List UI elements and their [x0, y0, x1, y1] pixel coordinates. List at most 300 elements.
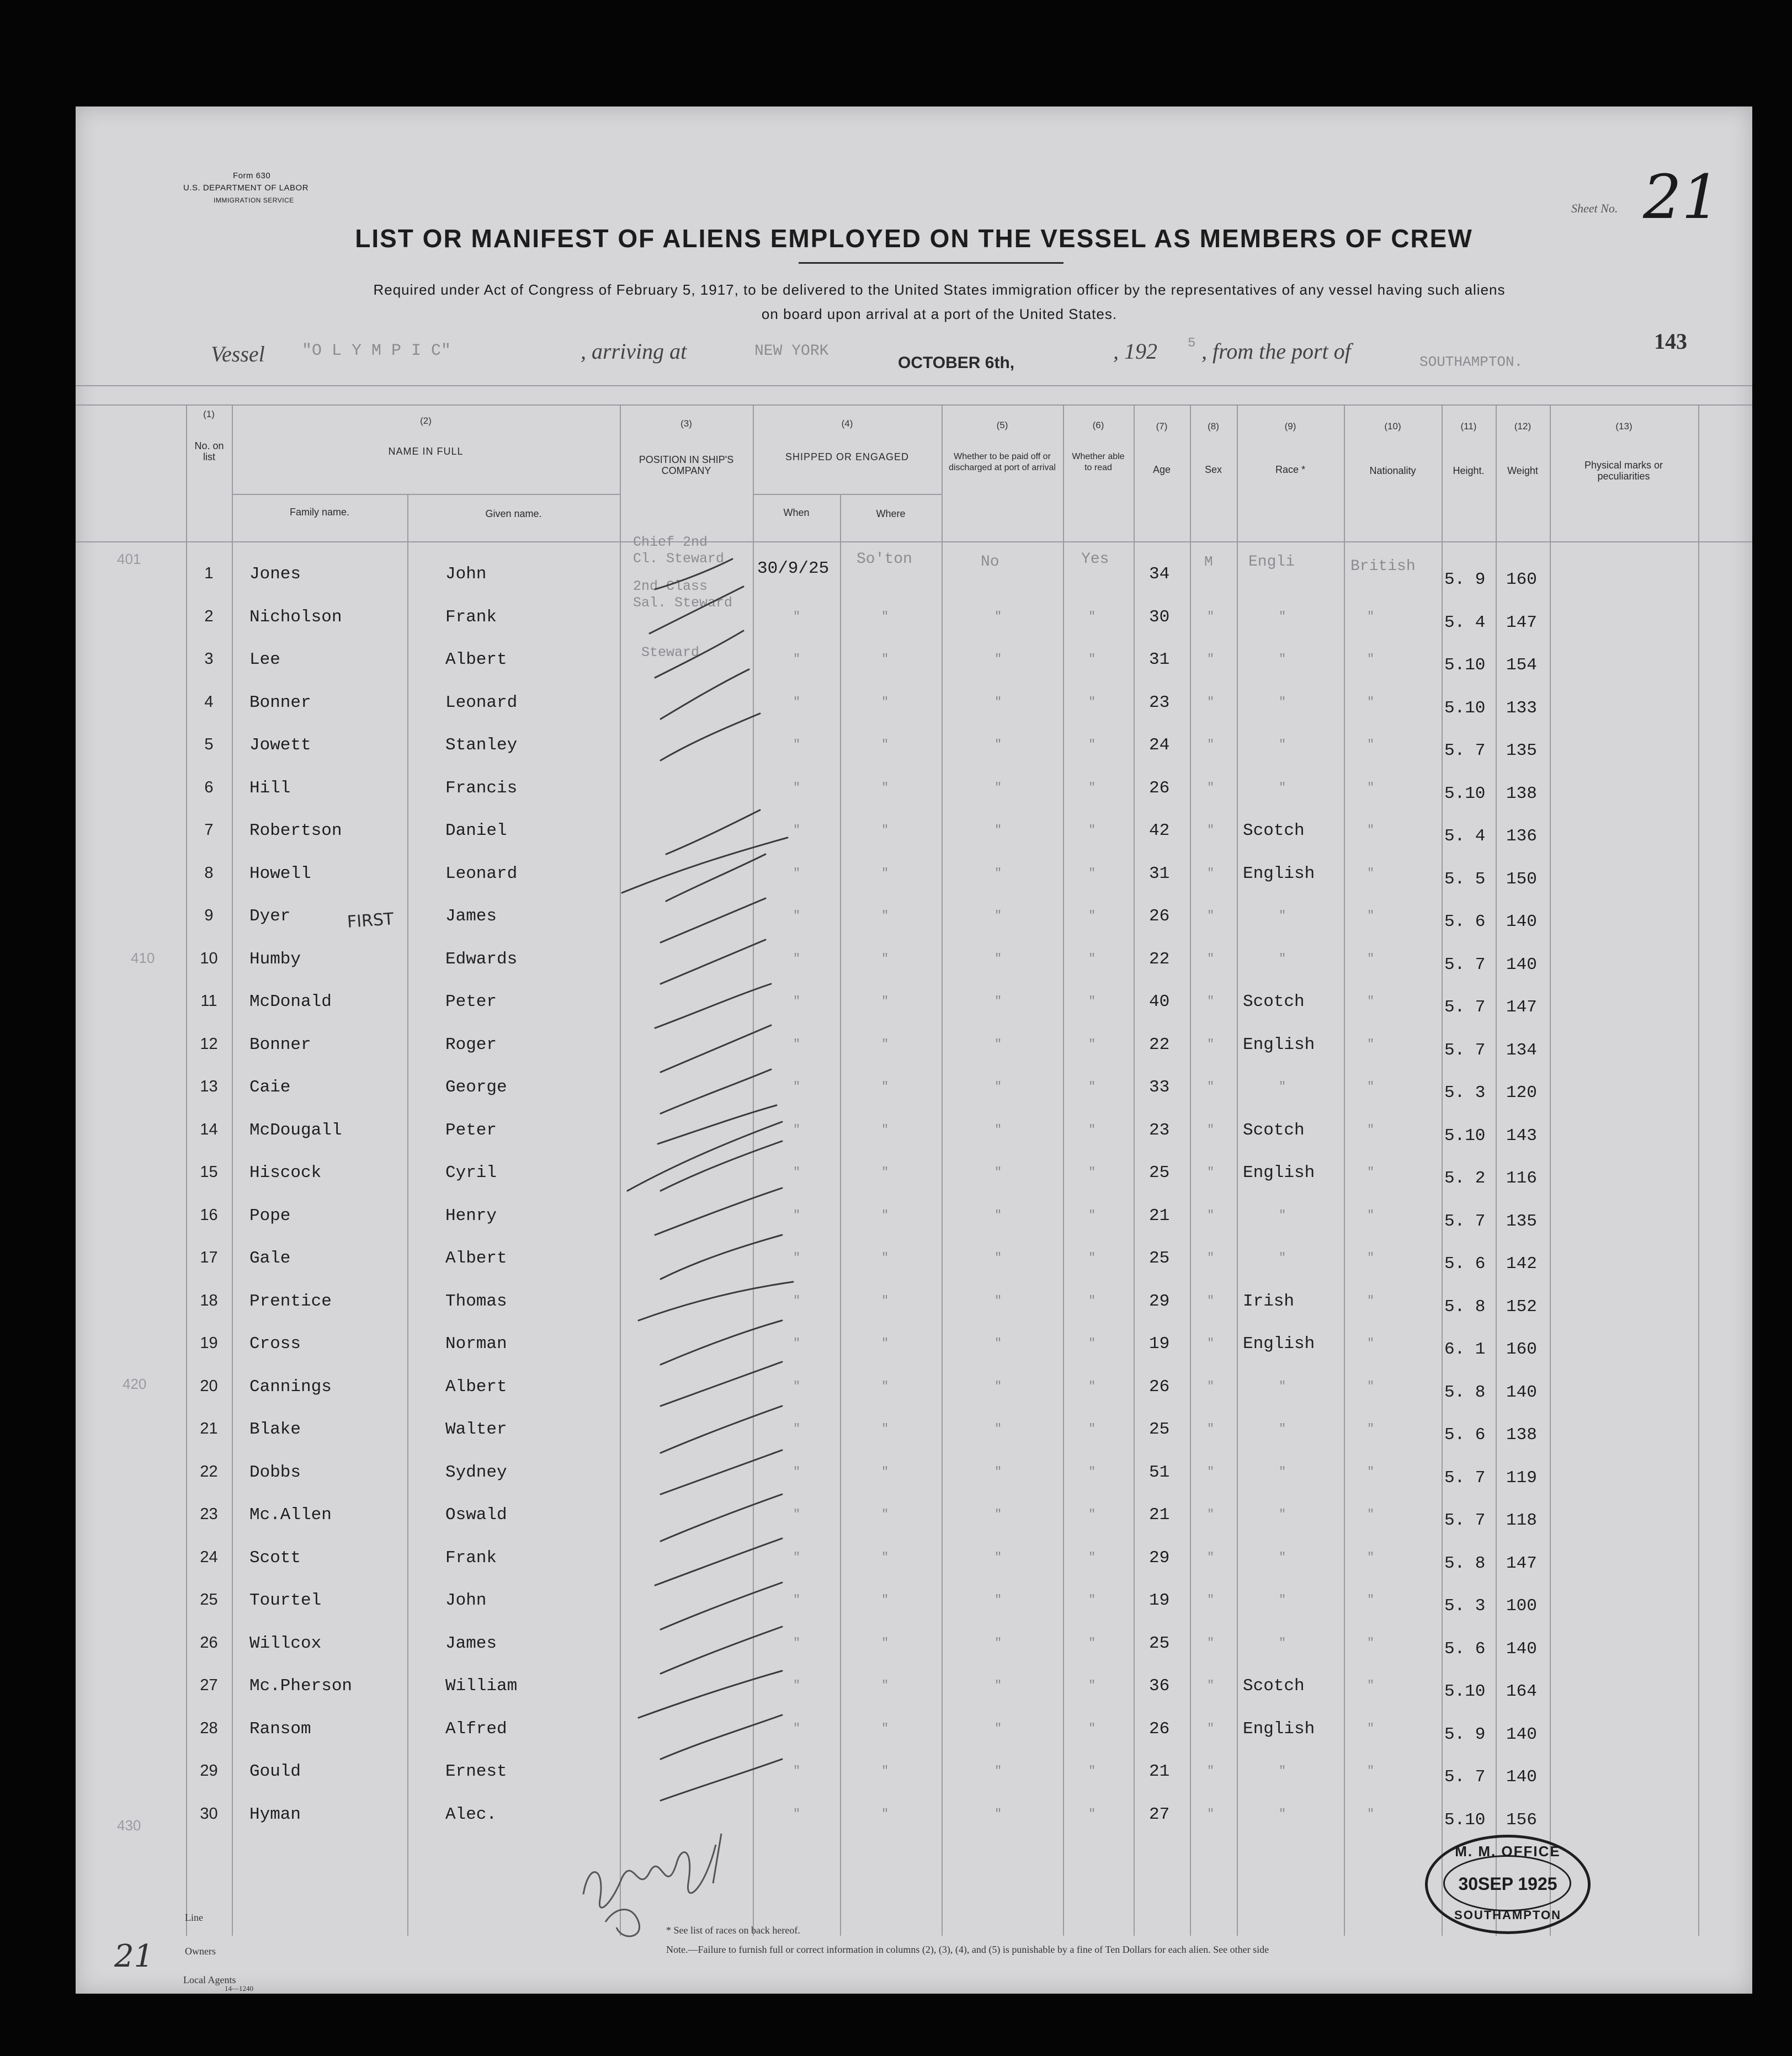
ditto-mark: "	[793, 1037, 801, 1051]
ditto-mark: "	[1207, 994, 1215, 1008]
cell-age: 34	[1149, 564, 1170, 584]
ditto-mark: "	[881, 781, 889, 795]
cell-age: 36	[1149, 1676, 1170, 1696]
ditto-mark: "	[1367, 1123, 1375, 1137]
ditto-mark: "	[1279, 738, 1286, 752]
cell-weight: 135	[1506, 741, 1537, 760]
cell-height: 5. 6	[1444, 1425, 1486, 1445]
cell-weight: 156	[1506, 1810, 1537, 1830]
ditto-mark: "	[793, 1294, 801, 1308]
manifest-title: LIST OR MANIFEST OF ALIENS EMPLOYED ON THE VESSEL AS MEMBERS OF CREW	[355, 224, 1473, 253]
ditto-mark: "	[881, 994, 889, 1008]
cell-weight: 160	[1506, 570, 1537, 589]
cell-age: 23	[1149, 693, 1170, 712]
cell-family: Nicholson	[249, 608, 342, 627]
cell-no: 4	[204, 693, 214, 711]
cell-weight: 120	[1506, 1083, 1537, 1102]
ditto-mark: "	[1367, 1636, 1375, 1650]
ditto-mark: "	[995, 994, 1002, 1008]
sex-row1: M	[1204, 553, 1213, 570]
cell-given: Norman	[445, 1334, 507, 1354]
cell-age: 40	[1149, 992, 1170, 1011]
cell-weight: 154	[1506, 656, 1537, 675]
cell-no: 16	[200, 1206, 218, 1224]
ditto-mark: "	[1367, 909, 1375, 923]
ditto-mark: "	[881, 1593, 889, 1607]
cell-height: 5. 8	[1444, 1554, 1486, 1573]
col-divider	[1344, 404, 1345, 1936]
cell-family: Mc.Pherson	[249, 1676, 353, 1696]
cell-weight: 140	[1506, 1639, 1537, 1659]
col-num-7: (7)	[1156, 421, 1168, 432]
ditto-mark: "	[1088, 610, 1096, 624]
col-num-5: (5)	[996, 420, 1008, 430]
col-divider	[942, 404, 943, 1936]
ditto-mark: "	[793, 823, 801, 837]
cell-no: 17	[200, 1249, 218, 1266]
ditto-mark: "	[995, 823, 1002, 837]
ditto-mark: "	[1367, 781, 1375, 795]
cell-height: 5. 5	[1444, 870, 1486, 889]
ditto-mark: "	[1367, 1679, 1375, 1692]
ditto-mark: "	[793, 1593, 801, 1607]
col-divider	[1063, 404, 1064, 1936]
cell-no: 12	[200, 1035, 218, 1053]
cell-weight: 119	[1506, 1468, 1537, 1488]
cell-weight: 136	[1506, 827, 1537, 846]
ditto-mark: "	[1207, 1764, 1215, 1778]
ditto-mark: "	[1207, 1465, 1215, 1479]
ditto-mark: "	[995, 1294, 1002, 1308]
col-num-13: (13)	[1615, 421, 1633, 432]
stamp-date: 30SEP 1925	[1458, 1874, 1557, 1894]
from-port: SOUTHAMPTON.	[1419, 354, 1523, 370]
cell-age: 22	[1149, 950, 1170, 969]
ditto-mark: "	[1207, 1294, 1215, 1308]
ditto-mark: "	[881, 1037, 889, 1051]
ditto-mark: "	[1088, 909, 1096, 923]
ditto-mark: "	[793, 994, 801, 1008]
ditto-mark: "	[995, 1123, 1002, 1137]
ditto-mark: "	[881, 1294, 889, 1308]
year-prefix: , 192	[1113, 339, 1157, 364]
ditto-mark: "	[1207, 610, 1215, 624]
cell-given: Albert	[445, 650, 507, 669]
cell-age: 22	[1149, 1035, 1170, 1054]
ditto-mark: "	[1207, 1679, 1215, 1692]
ditto-mark: "	[1279, 652, 1286, 666]
ditto-mark: "	[881, 823, 889, 837]
cell-given: Edwards	[445, 950, 518, 969]
arriving-label: , arriving at	[581, 339, 687, 364]
subtitle-line-2: on board upon arrival at a port of the United States.	[761, 306, 1118, 322]
ditto-mark: "	[1088, 1508, 1096, 1521]
col-divider	[1134, 404, 1135, 1936]
ditto-mark: "	[881, 610, 889, 624]
ditto-mark: "	[793, 1251, 801, 1265]
cell-age: 33	[1149, 1078, 1170, 1097]
margin-number: 420	[123, 1376, 147, 1392]
header-sex: Sex	[1204, 464, 1222, 475]
cell-given: John	[445, 564, 487, 584]
cell-height: 5. 7	[1444, 1511, 1486, 1530]
ditto-mark: "	[793, 1422, 801, 1436]
ditto-mark: "	[793, 738, 801, 752]
cell-height: 5. 2	[1444, 1169, 1486, 1188]
cell-family: Jones	[249, 564, 301, 584]
cell-age: 19	[1149, 1334, 1170, 1354]
position-row3: Steward	[641, 645, 700, 661]
paid-off-row1: No	[981, 553, 999, 571]
ditto-mark: "	[1207, 1037, 1215, 1051]
ditto-mark: "	[881, 1080, 889, 1094]
ditto-mark: "	[793, 1336, 801, 1350]
cell-family: Hiscock	[249, 1163, 322, 1183]
ditto-mark: "	[1088, 1593, 1096, 1607]
handwritten-signature	[572, 1812, 749, 1944]
form-header	[183, 170, 309, 206]
ditto-mark: "	[1207, 866, 1215, 880]
col-divider	[1496, 404, 1497, 1936]
cell-weight: 118	[1506, 1511, 1537, 1530]
ditto-mark: "	[1279, 1208, 1286, 1222]
cell-no: 27	[200, 1676, 218, 1694]
shipped-where-row1: So'ton	[857, 551, 912, 568]
ditto-mark: "	[995, 1807, 1002, 1821]
ditto-mark: "	[793, 1379, 801, 1393]
ditto-mark: "	[995, 1551, 1002, 1564]
col-num-2: (2)	[420, 416, 432, 426]
name-subheader-rule	[232, 494, 620, 495]
cell-weight: 147	[1506, 613, 1537, 632]
ditto-mark: "	[881, 1465, 889, 1479]
position-row2-line2: Sal. Steward	[633, 595, 733, 611]
cell-height: 5.10	[1444, 656, 1486, 675]
col-divider	[1190, 404, 1191, 1936]
position-row1-line2: Cl. Steward	[633, 551, 725, 567]
ditto-mark: "	[1088, 1165, 1096, 1179]
col-divider	[1698, 404, 1699, 1936]
ditto-mark: "	[881, 695, 889, 709]
ditto-mark: "	[995, 866, 1002, 880]
cell-no: 2	[204, 608, 214, 625]
cell-family: Tourtel	[249, 1591, 322, 1610]
ditto-mark: "	[1367, 1508, 1375, 1521]
cell-weight: 140	[1506, 1383, 1537, 1402]
margin-number: 430	[117, 1817, 141, 1834]
ditto-mark: "	[1279, 1465, 1286, 1479]
cell-given: Peter	[445, 1121, 497, 1140]
cell-weight: 142	[1506, 1254, 1537, 1274]
ditto-mark: "	[995, 1722, 1002, 1735]
ditto-mark: "	[1367, 1165, 1375, 1179]
cell-family: Willcox	[249, 1634, 322, 1653]
cell-weight: 133	[1506, 699, 1537, 718]
sheet-label: Sheet No.	[1571, 201, 1618, 215]
ditto-mark: "	[1367, 1336, 1375, 1350]
cell-family: Robertson	[249, 821, 342, 840]
cell-no: 23	[200, 1505, 218, 1523]
ditto-mark: "	[1088, 1722, 1096, 1735]
ditto-mark: "	[1279, 1251, 1286, 1265]
ditto-mark: "	[881, 1636, 889, 1650]
cell-race: Scotch	[1243, 821, 1305, 840]
position-row2-line1: 2nd Class	[633, 578, 708, 594]
cell-no: 5	[204, 736, 214, 753]
cell-age: 25	[1149, 1163, 1170, 1183]
ditto-mark: "	[1207, 1080, 1215, 1094]
cell-family: McDougall	[249, 1121, 342, 1140]
cell-weight: 134	[1506, 1041, 1537, 1060]
cell-given: Francis	[445, 779, 518, 798]
ditto-mark: "	[881, 1679, 889, 1692]
cell-family: Humby	[249, 950, 301, 969]
ditto-mark: "	[881, 1379, 889, 1393]
cell-race: Irish	[1243, 1292, 1295, 1311]
cell-given: Oswald	[445, 1505, 507, 1525]
cell-height: 5. 7	[1444, 955, 1486, 974]
cell-age: 26	[1149, 779, 1170, 798]
cell-no: 6	[204, 779, 214, 796]
ditto-mark: "	[1088, 1636, 1096, 1650]
ditto-mark: "	[793, 1722, 801, 1735]
page-number: 143	[1654, 329, 1687, 354]
shipped-when-row1: 30/9/25	[757, 559, 829, 578]
header-family-name: Family name.	[289, 507, 350, 518]
handwritten-first-note: FIRST	[346, 909, 395, 932]
ditto-mark: "	[995, 1165, 1002, 1179]
cell-race: English	[1243, 864, 1315, 883]
ditto-mark: "	[881, 866, 889, 880]
cell-age: 31	[1149, 864, 1170, 883]
ditto-mark: "	[1207, 1422, 1215, 1436]
ditto-mark: "	[881, 1508, 889, 1521]
cell-given: Albert	[445, 1377, 507, 1397]
ditto-mark: "	[881, 1165, 889, 1179]
ditto-mark: "	[995, 738, 1002, 752]
ditto-mark: "	[793, 1551, 801, 1564]
cell-height: 5.10	[1444, 699, 1486, 718]
cell-given: Walter	[445, 1420, 507, 1439]
cell-given: Leonard	[445, 864, 518, 883]
cell-no: 10	[200, 950, 218, 967]
ditto-mark: "	[881, 1422, 889, 1436]
ditto-mark: "	[793, 1679, 801, 1692]
cell-family: Pope	[249, 1206, 291, 1226]
position-row1-line1: Chief 2nd	[633, 534, 708, 550]
cell-no: 13	[200, 1078, 218, 1095]
ditto-mark: "	[1207, 1165, 1215, 1179]
cell-weight: 100	[1506, 1596, 1537, 1616]
cell-given: Leonard	[445, 693, 518, 712]
ditto-mark: "	[793, 1465, 801, 1479]
ditto-mark: "	[995, 1208, 1002, 1222]
cell-family: Scott	[249, 1548, 301, 1568]
cell-family: Hyman	[249, 1805, 301, 1824]
cell-height: 5. 7	[1444, 1468, 1486, 1488]
cell-height: 5. 3	[1444, 1083, 1486, 1102]
ditto-mark: "	[1088, 781, 1096, 795]
cell-weight: 164	[1506, 1682, 1537, 1701]
cell-height: 5.10	[1444, 1682, 1486, 1701]
ditto-mark: "	[1367, 1294, 1375, 1308]
cell-no: 18	[200, 1292, 218, 1309]
cell-no: 28	[200, 1719, 218, 1737]
ditto-mark: "	[1207, 652, 1215, 666]
cell-family: Hill	[249, 779, 291, 798]
cell-family: Gould	[249, 1762, 301, 1781]
ditto-mark: "	[1279, 909, 1286, 923]
cell-age: 29	[1149, 1292, 1170, 1311]
cell-height: 5. 4	[1444, 613, 1486, 632]
ditto-mark: "	[1207, 1123, 1215, 1137]
footnote-races: * See list of races on back hereof.	[666, 1925, 800, 1936]
ditto-mark: "	[1088, 695, 1096, 709]
ditto-mark: "	[995, 1679, 1002, 1692]
cell-no: 26	[200, 1634, 218, 1652]
header-name-in-full: NAME IN FULL	[388, 446, 464, 457]
header-nationality: Nationality	[1369, 465, 1416, 476]
ditto-mark: "	[1279, 695, 1286, 709]
cell-family: Dobbs	[249, 1463, 301, 1482]
header-shipped: SHIPPED OR ENGAGED	[785, 451, 910, 462]
cell-height: 5. 7	[1444, 1767, 1486, 1787]
ditto-mark: "	[1088, 1379, 1096, 1393]
cell-age: 26	[1149, 1377, 1170, 1397]
cell-given: William	[445, 1676, 518, 1696]
cell-given: Thomas	[445, 1292, 507, 1311]
ditto-mark: "	[1088, 1123, 1096, 1137]
cell-age: 29	[1149, 1548, 1170, 1568]
header-where: Where	[876, 508, 906, 519]
ditto-mark: "	[1207, 1251, 1215, 1265]
ditto-mark: "	[1279, 952, 1286, 966]
ditto-mark: "	[1207, 909, 1215, 923]
ditto-mark: "	[995, 952, 1002, 966]
cell-no: 20	[200, 1377, 218, 1395]
ditto-mark: "	[1279, 781, 1286, 795]
cell-race: Scotch	[1243, 1121, 1305, 1140]
cell-height: 5.10	[1444, 1126, 1486, 1146]
cell-age: 25	[1149, 1420, 1170, 1439]
cell-family: Mc.Allen	[249, 1505, 332, 1525]
ditto-mark: "	[1207, 738, 1215, 752]
ditto-mark: "	[1207, 1551, 1215, 1564]
cell-family: Bonner	[249, 1035, 311, 1054]
header-paid-off: Whether to be paid off or discharged at port of arrival	[949, 452, 1056, 472]
ditto-mark: "	[1207, 1807, 1215, 1821]
col-divider	[407, 494, 408, 1936]
cell-given: Alec.	[445, 1805, 497, 1824]
ditto-mark: "	[995, 1336, 1002, 1350]
arrival-date: OCTOBER 6th,	[898, 354, 1015, 372]
ditto-mark: "	[1279, 1422, 1286, 1436]
ditto-mark: "	[1207, 1508, 1215, 1521]
cell-height: 5. 7	[1444, 998, 1486, 1017]
cell-height: 6. 1	[1444, 1340, 1486, 1359]
ditto-mark: "	[1367, 1080, 1375, 1094]
cell-height: 5. 6	[1444, 912, 1486, 931]
cell-race: English	[1243, 1334, 1315, 1354]
cell-race: English	[1243, 1035, 1315, 1054]
ditto-mark: "	[793, 1165, 801, 1179]
cell-given: Alfred	[445, 1719, 507, 1739]
cell-given: Daniel	[445, 821, 507, 840]
ditto-mark: "	[1367, 1465, 1375, 1479]
header-no-on-list: No. on list	[194, 440, 224, 462]
cell-weight: 140	[1506, 955, 1537, 974]
ditto-mark: "	[1367, 1764, 1375, 1778]
ditto-mark: "	[1207, 1636, 1215, 1650]
cell-no: 14	[200, 1121, 218, 1138]
ditto-mark: "	[1207, 1336, 1215, 1350]
ditto-mark: "	[1207, 1208, 1215, 1222]
cell-weight: 140	[1506, 1767, 1537, 1787]
ditto-mark: "	[1207, 1722, 1215, 1735]
header-age: Age	[1152, 464, 1171, 475]
cell-weight: 152	[1506, 1297, 1537, 1317]
footnote-penalty: Note.—Failure to furnish full or correct information in columns (2), (3), (4), and (5) is punishable by a fine of Ten Dollars for each alien. See other side	[666, 1944, 1269, 1955]
cell-weight: 150	[1506, 870, 1537, 889]
cell-weight: 147	[1506, 1554, 1537, 1573]
header-physical-marks: Physical marks or peculiarities	[1584, 460, 1663, 482]
footer-owners-label: Owners	[185, 1946, 216, 1957]
ditto-mark: "	[1367, 823, 1375, 837]
ditto-mark: "	[881, 1251, 889, 1265]
ditto-mark: "	[1088, 1208, 1096, 1222]
ditto-mark: "	[1207, 952, 1215, 966]
cell-family: Blake	[249, 1420, 301, 1439]
ditto-mark: "	[995, 1251, 1002, 1265]
ditto-mark: "	[1279, 610, 1286, 624]
col-num-3: (3)	[680, 418, 692, 429]
cell-age: 21	[1149, 1505, 1170, 1525]
cell-height: 5. 9	[1444, 570, 1486, 589]
cell-no: 7	[204, 821, 214, 839]
cell-family: Gale	[249, 1249, 291, 1268]
ditto-mark: "	[995, 1508, 1002, 1521]
ditto-mark: "	[1088, 866, 1096, 880]
ditto-mark: "	[881, 1336, 889, 1350]
ditto-mark: "	[881, 652, 889, 666]
vessel-label: Vessel	[211, 342, 265, 366]
ditto-mark: "	[1367, 1037, 1375, 1051]
cell-age: 23	[1149, 1121, 1170, 1140]
margin-number: 410	[131, 950, 155, 966]
footer-line-label: Line	[185, 1912, 203, 1923]
cell-age: 21	[1149, 1206, 1170, 1226]
arriving-port: NEW YORK	[754, 343, 829, 360]
ditto-mark: "	[1279, 1593, 1286, 1607]
ditto-mark: "	[1367, 1593, 1375, 1607]
cell-age: 21	[1149, 1762, 1170, 1781]
ditto-mark: "	[1367, 1551, 1375, 1564]
cell-weight: 143	[1506, 1126, 1537, 1146]
form-number: Form 630	[233, 171, 271, 180]
manifest-subtitle	[227, 278, 1651, 326]
cell-no: 15	[200, 1163, 218, 1181]
ditto-mark: "	[881, 1208, 889, 1222]
cell-given: Frank	[445, 1548, 497, 1568]
ditto-mark: "	[793, 1807, 801, 1821]
cell-given: Cyril	[445, 1163, 497, 1183]
ditto-mark: "	[793, 1636, 801, 1650]
cell-weight: 138	[1506, 1425, 1537, 1445]
cell-given: Frank	[445, 608, 497, 627]
ditto-mark: "	[1279, 1508, 1286, 1521]
ditto-mark: "	[1088, 652, 1096, 666]
col-num-8: (8)	[1208, 421, 1219, 432]
